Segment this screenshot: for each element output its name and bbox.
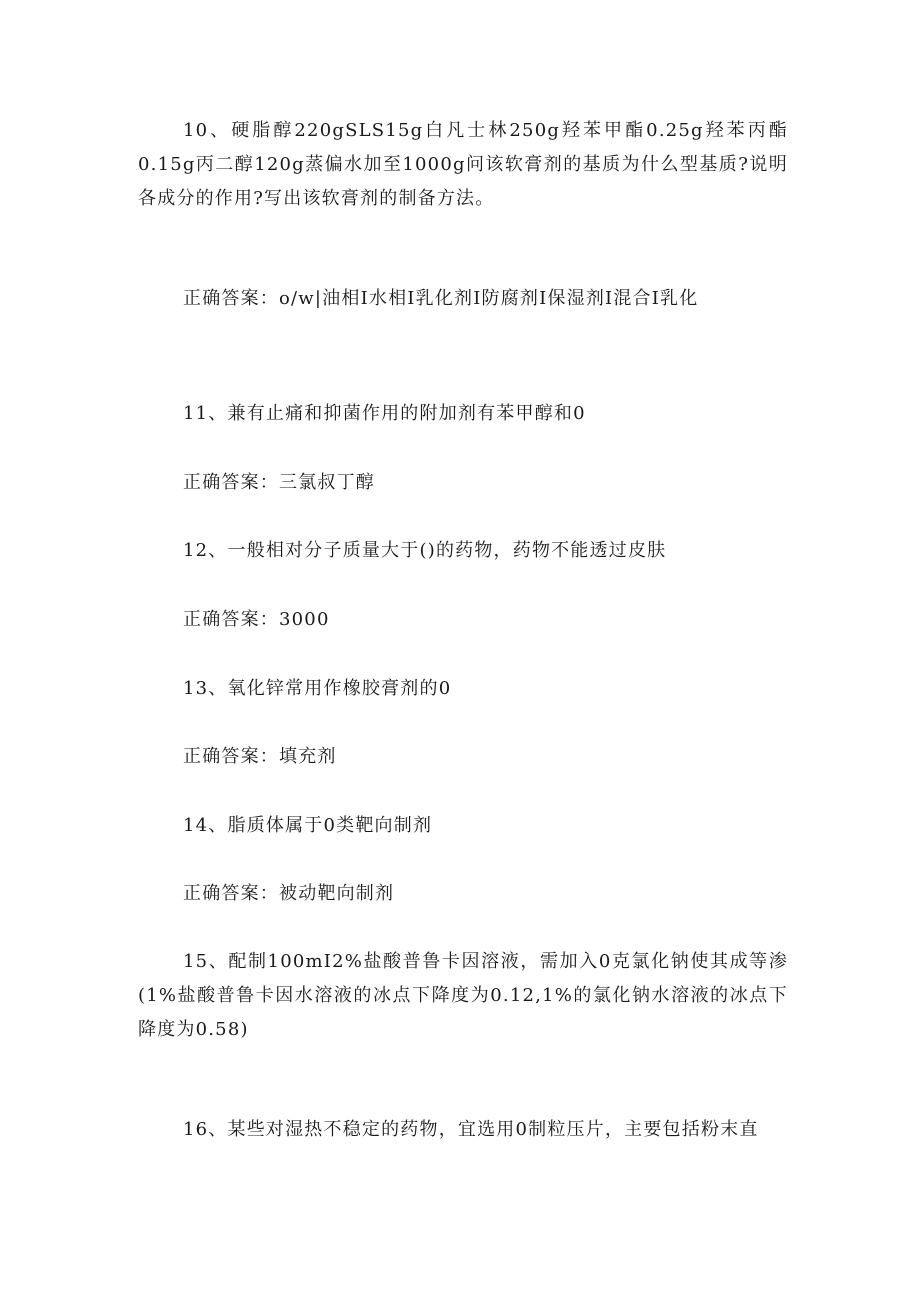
answer-11: 正确答案：三氯叔丁醇 xyxy=(183,472,375,493)
question-14: 14、脂质体属于0类靶向制剂 xyxy=(183,815,433,836)
question-13: 13、氧化锌常用作橡胶膏剂的0 xyxy=(183,678,452,699)
answer-13: 正确答案：填充剂 xyxy=(183,746,337,767)
question-11: 11、兼有止痛和抑菌作用的附加剂有苯甲醇和0 xyxy=(183,403,586,424)
question-16: 16、某些对湿热不稳定的药物，宜选用0制粒压片，主要包括粉末直 xyxy=(183,1119,759,1140)
answer-12: 正确答案：3000 xyxy=(183,609,330,630)
question-10: 10、硬脂醇220gSLS15g白凡士林250g羟苯甲酯0.25g羟苯丙酯0.15g丙二醇120g蒸偏水加至1000g问该软膏剂的基质为什么型基质?说明各成分的作用?写出该软膏剂的制备方法。 xyxy=(138,120,788,209)
question-12: 12、一般相对分子质量大于()的药物，药物不能透过皮肤 xyxy=(183,540,667,561)
answer-14: 正确答案：被动靶向制剂 xyxy=(183,883,395,904)
answer-10: 正确答案：o/w|油相I水相I乳化剂I防腐剂I保湿剂I混合I乳化 xyxy=(183,288,699,309)
question-15: 15、配制100mI2%盐酸普鲁卡因溶液，需加入0克氯化钠使其成等渗(1%盐酸普鲁卡因水溶液的冰点下降度为0.12,1%的氯化钠水溶液的冰点下降度为0.58) xyxy=(138,951,788,1040)
